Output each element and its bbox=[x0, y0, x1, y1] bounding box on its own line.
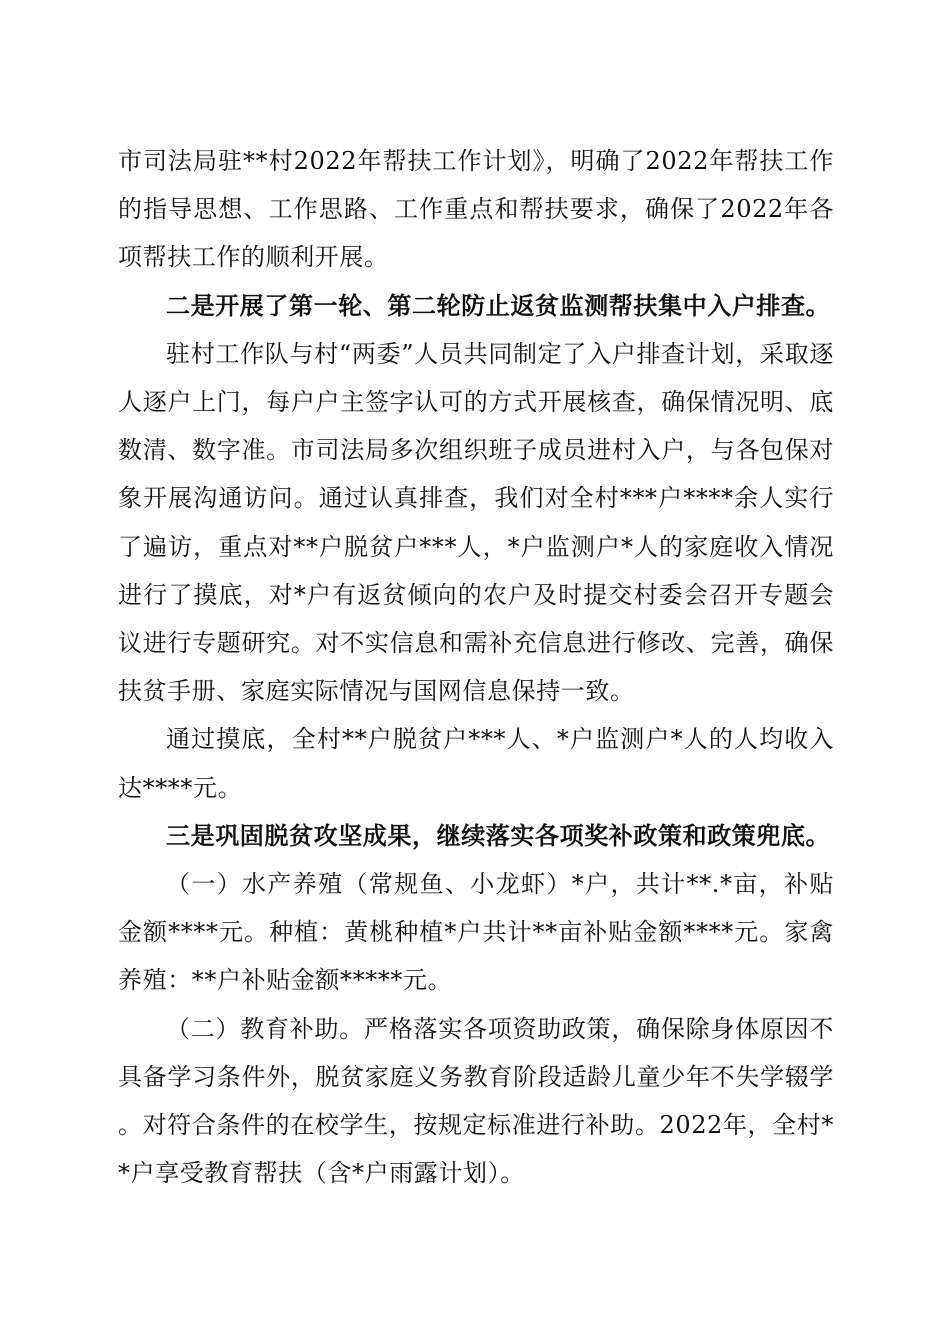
paragraph-aquaculture-subsidy: （一）水产养殖（常规鱼、小龙虾）*户，共计**.*亩，补贴金额****元。种植：黄桃种植*户共计**亩补贴金额****元。家禽养殖：**户补贴金额*****元。 bbox=[118, 870, 834, 995]
heading-section-three: 三是巩固脱贫攻坚成果，继续落实各项奖补政策和政策兜底。 bbox=[166, 820, 831, 850]
heading-section-two: 二是开展了第一轮、第二轮防止返贫监测帮扶集中入户排查。 bbox=[166, 290, 831, 320]
paragraph-education-subsidy: （二）教育补助。严格落实各项资助政策，确保除身体原因不具备学习条件外，脱贫家庭义务教育阶段适龄儿童少年不失学辍学。对符合条件的在校学生，按规定标准进行补助。2022年，全村**户享受教育帮扶（含*户雨露计划）。 bbox=[118, 1014, 834, 1188]
paragraph-continuation: 市司法局驻**村2022年帮扶工作计划》，明确了2022年帮扶工作的指导思想、工作思路、工作重点和帮扶要求，确保了2022年各项帮扶工作的顺利开展。 bbox=[118, 147, 834, 272]
paragraph-household-investigation: 驻村工作队与村“两委”人员共同制定了入户排查计划，采取逐人逐户上门，每户户主签字认可的方式开展核查，确保情况明、底数清、数字准。市司法局多次组织班子成员进村入户，与各包保对象开展沟通访问。通过认真排查，我们对全村***户****余人实行了遍访，重点对**户脱贫户***人，*户监测户*人的家庭收入情况进行了摸底，对*户有返贫倾向的农户及时提交村委会召开专题会议进行专题研究。对不实信息和需补充信息进行修改、完善，确保扶贫手册、家庭实际情况与国网信息保持一致。 bbox=[118, 339, 834, 706]
paragraph-income-summary: 通过摸底，全村**户脱贫户***人、*户监测户*人的人均收入达****元。 bbox=[118, 725, 834, 802]
document-body bbox=[118, 137, 834, 1197]
